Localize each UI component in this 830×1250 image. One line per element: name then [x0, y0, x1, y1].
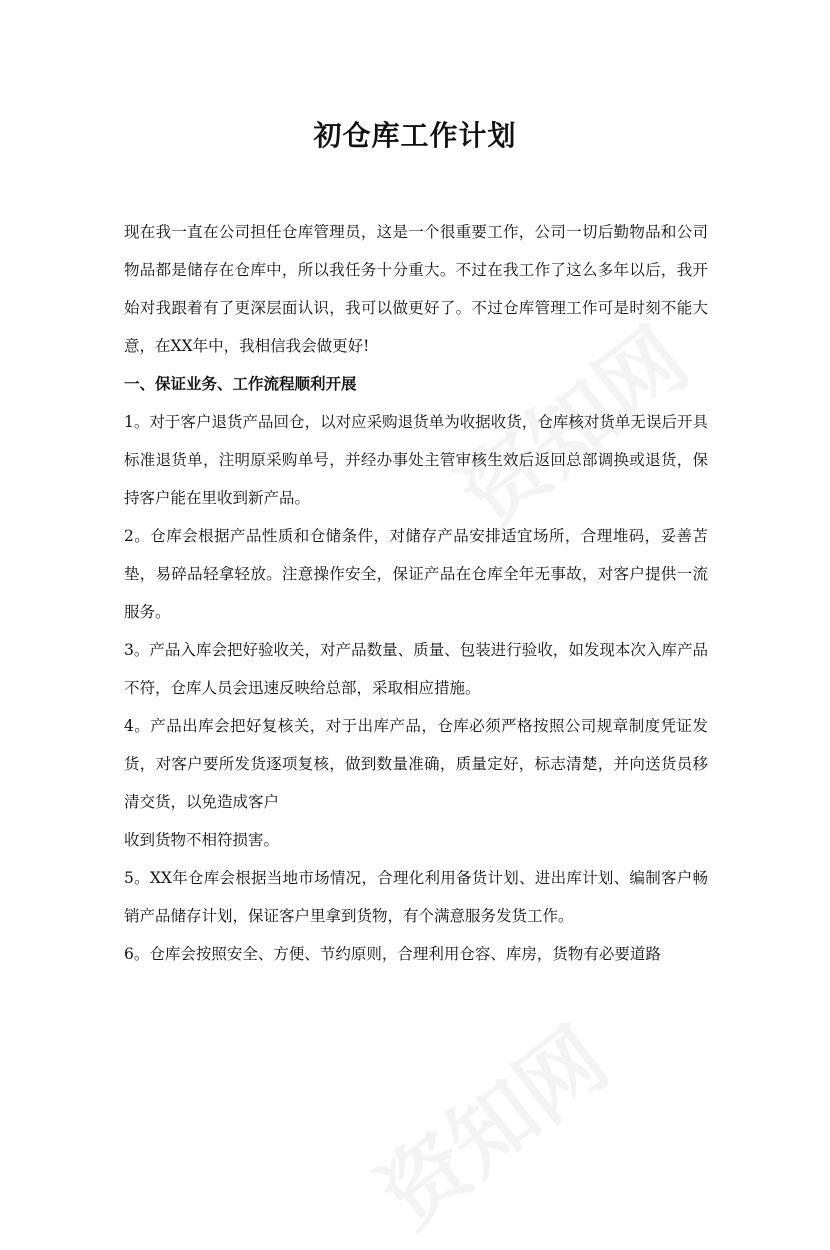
list-item: 5。XX年仓库会根据当地市场情况，合理化利用备货计划、进出库计划、编制客户畅销产品储存计划，保证客户里拿到货物，有个满意服务发货工作。 — [124, 869, 708, 925]
list-item: 6。仓库会按照安全、方便、节约原则，合理利用仓容、库房，货物有必要道路 — [124, 945, 661, 963]
document-body — [124, 213, 708, 973]
list-item-continuation: 收到货物不相符损害。 — [124, 831, 280, 849]
section-heading: 一、保证业务、工作流程顺利开展 — [124, 375, 357, 393]
list-item: 3。产品入库会把好验收关，对产品数量、质量、包装进行验收，如发现本次入库产品不符，仓库人员会迅速反映给总部，采取相应措施。 — [124, 641, 708, 697]
document-title: 初仓库工作计划 — [313, 119, 517, 152]
list-item: 1。对于客户退货产品回仓，以对应采购退货单为收据收货，仓库核对货单无误后开具标准退货单，注明原采购单号，并经办事处主管审核生效后返回总部调换或退货，保持客户能在里收到新产品。 — [124, 413, 708, 507]
intro-paragraph: 现在我一直在公司担任仓库管理员，这是一个很重要工作，公司一切后勤物品和公司物品都是储存在仓库中，所以我任务十分重大。不过在我工作了这么多年以后，我开始对我跟着有了更深层面认识，我可以做更好了。不过仓库管理工作可是时刻不能大意，在XX年中，我相信我会做更好! — [124, 223, 708, 355]
watermark — [349, 994, 629, 1250]
list-item: 4。产品出库会把好复核关，对于出库产品，仓库必须严格按照公司规章制度凭证发货，对客户要所发货逐项复核，做到数量准确，质量定好，标志清楚，并向送货员移清交货，以免造成客户 — [124, 717, 708, 811]
list-item: 2。仓库会根据产品性质和仓储条件，对储存产品安排适宜场所，合理堆码，妥善苫垫，易碎品轻拿轻放。注意操作安全，保证产品在仓库全年无事故，对客户提供一流服务。 — [124, 527, 708, 621]
